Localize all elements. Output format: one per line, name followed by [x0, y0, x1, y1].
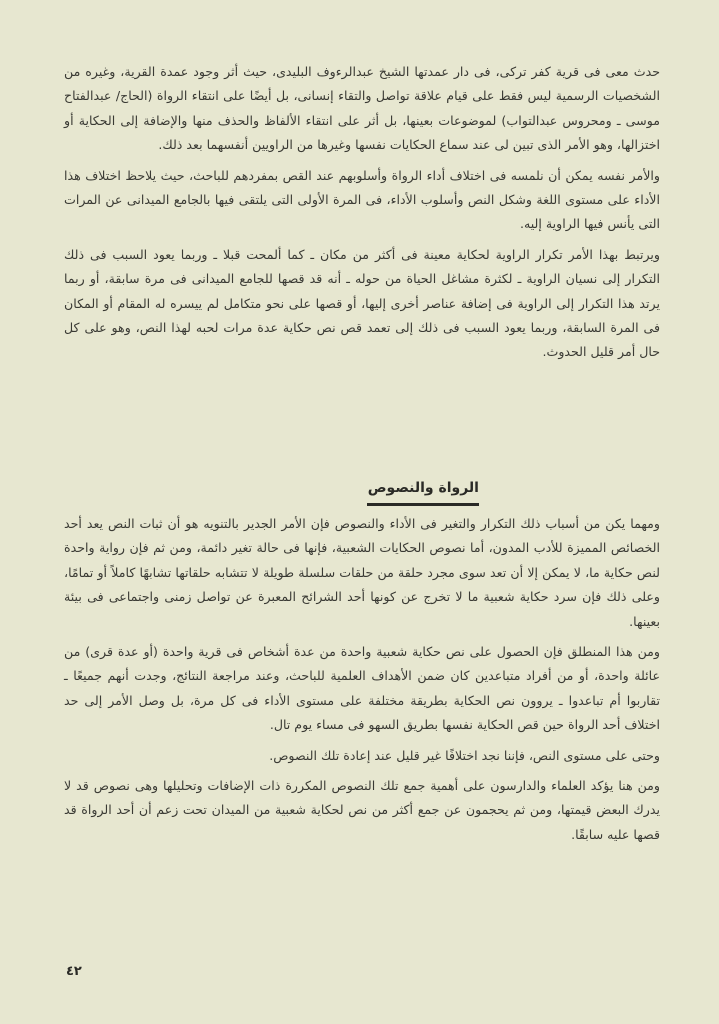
paragraph: ومن هذا المنطلق فإن الحصول على نص حكاية شعبية واحدة من عدة أشخاص فى قرية واحدة (أو عدة قرى) من عائلة واحدة، أو من أفراد متباعدين كان ضمن الأهداف العلمية للباحث، وعند مراجعة النتائج، وجدت أنهم جميعًا ـ تقاربوا أم تباعدوا ـ يروون نص الحكاية بطريقة مختلفة على مستوى الأداء فى كل مرة، بل وصل الأمر إلى حد اختلاف أحد الرواة حين قص الحكاية نفسها بطريق السهو فى مساء يوم تال. — [64, 644, 660, 733]
paragraph: وحتى على مستوى النص، فإننا نجد اختلافًا غير قليل عند إعادة تلك النصوص. — [269, 747, 660, 763]
paragraph: ومهما يكن من أسباب ذلك التكرار والتغير فى الأداء والنصوص فإن الأمر الجدير بالتنويه هو أن ثبات النص يعد أحد الخصائص المميزة للأدب المدون، أما نصوص الحكايات الشعبية، فإنها فى حالة تغير دائمة، ومن ثم فإن رواية واحدة لنص حكاية ما، لا يمكن إلا أن تعد سوى مجرد حلقة من حلقات سلسلة طويلة لا تتشابه حلقاتها تشابهًا كاملاً أو تمامًا، وعلى ذلك فإن سرد حكاية شعبية ما لا تخرج عن كونها أحد الشرائح المعبرة عن تواصل زمنى واجتماعى فى بيئة بعينها. — [64, 516, 660, 629]
section-two-text — [64, 512, 660, 847]
section-one-text — [64, 60, 660, 365]
paragraph: حدث معى فى قرية كفر تركى، فى دار عمدتها الشيخ عبدالرءوف البليدى، حيث أثر وجود عمدة القرية، وغيره من الشخصيات الرسمية ليس فقط على قيام علاقة تواصل والتقاء إنسانى، بل أيضًا على انتقاء الرواة (الحاج/ عبدالفتاح موسى ـ ومحروس عبدالتواب) لموضوعات بعينها، بل أثر على انتقاء الألفاظ والحذف منها والإضافة إلى الحكاية أو اختزالها، وهو الأمر الذى تبين لى عند سماع الحكايات نفسها وغيرها من الراويين أنفسهما بعد ذلك. — [64, 64, 660, 153]
paragraph: ويرتبط بهذا الأمر تكرار الراوية لحكاية معينة فى أكثر من مكان ـ كما ألمحت قبلا ـ وربما يعود السبب فى ذلك التكرار إلى نسيان الراوية ـ لكثرة مشاغل الحياة من حوله ـ أنه قد قصها للجامع الميدانى فى مرة سابقة، أو ربما يرتد هذا التكرار إلى الراوية فى إضافة عناصر أخرى إليها، أو قصها على نحو متكامل لم ييسره له المقام أو المكان فى المرة السابقة، وربما يعود السبب فى ذلك إلى تعمد قص نص حكاية عدة مرات لحبه لهذا النص، وهو على كل حال أمر قليل الحدوث. — [64, 246, 660, 360]
heading-underline — [367, 503, 479, 506]
section-heading: الرواة والنصوص — [367, 480, 479, 496]
page-number: ٤٢ — [66, 964, 82, 979]
paragraph: ومن هنا يؤكد العلماء والدارسون على أهمية جمع تلك النصوص المكررة ذات الإضافات وتحليلها وهى نصوص قد لا يدرك البعض قيمتها، ومن ثم يحجمون عن جمع أكثر من نص لحكاية شعبية من الميدان تحت زعم أن أحد الرواة قد قصها عليه سابقًا. — [64, 778, 660, 842]
paragraph: والأمر نفسه يمكن أن نلمسه فى اختلاف أداء الرواة وأسلوبهم عند القص بمفردهم للباحث، حيث يلاحظ اختلاف هذا الأداء على مستوى اللغة وشكل النص وأسلوب الأداء، فى المرة الأولى التى يلتقى فيها بالجامع الميدانى عن المرات التى يأنس فيها الراوية إليه. — [64, 167, 660, 232]
